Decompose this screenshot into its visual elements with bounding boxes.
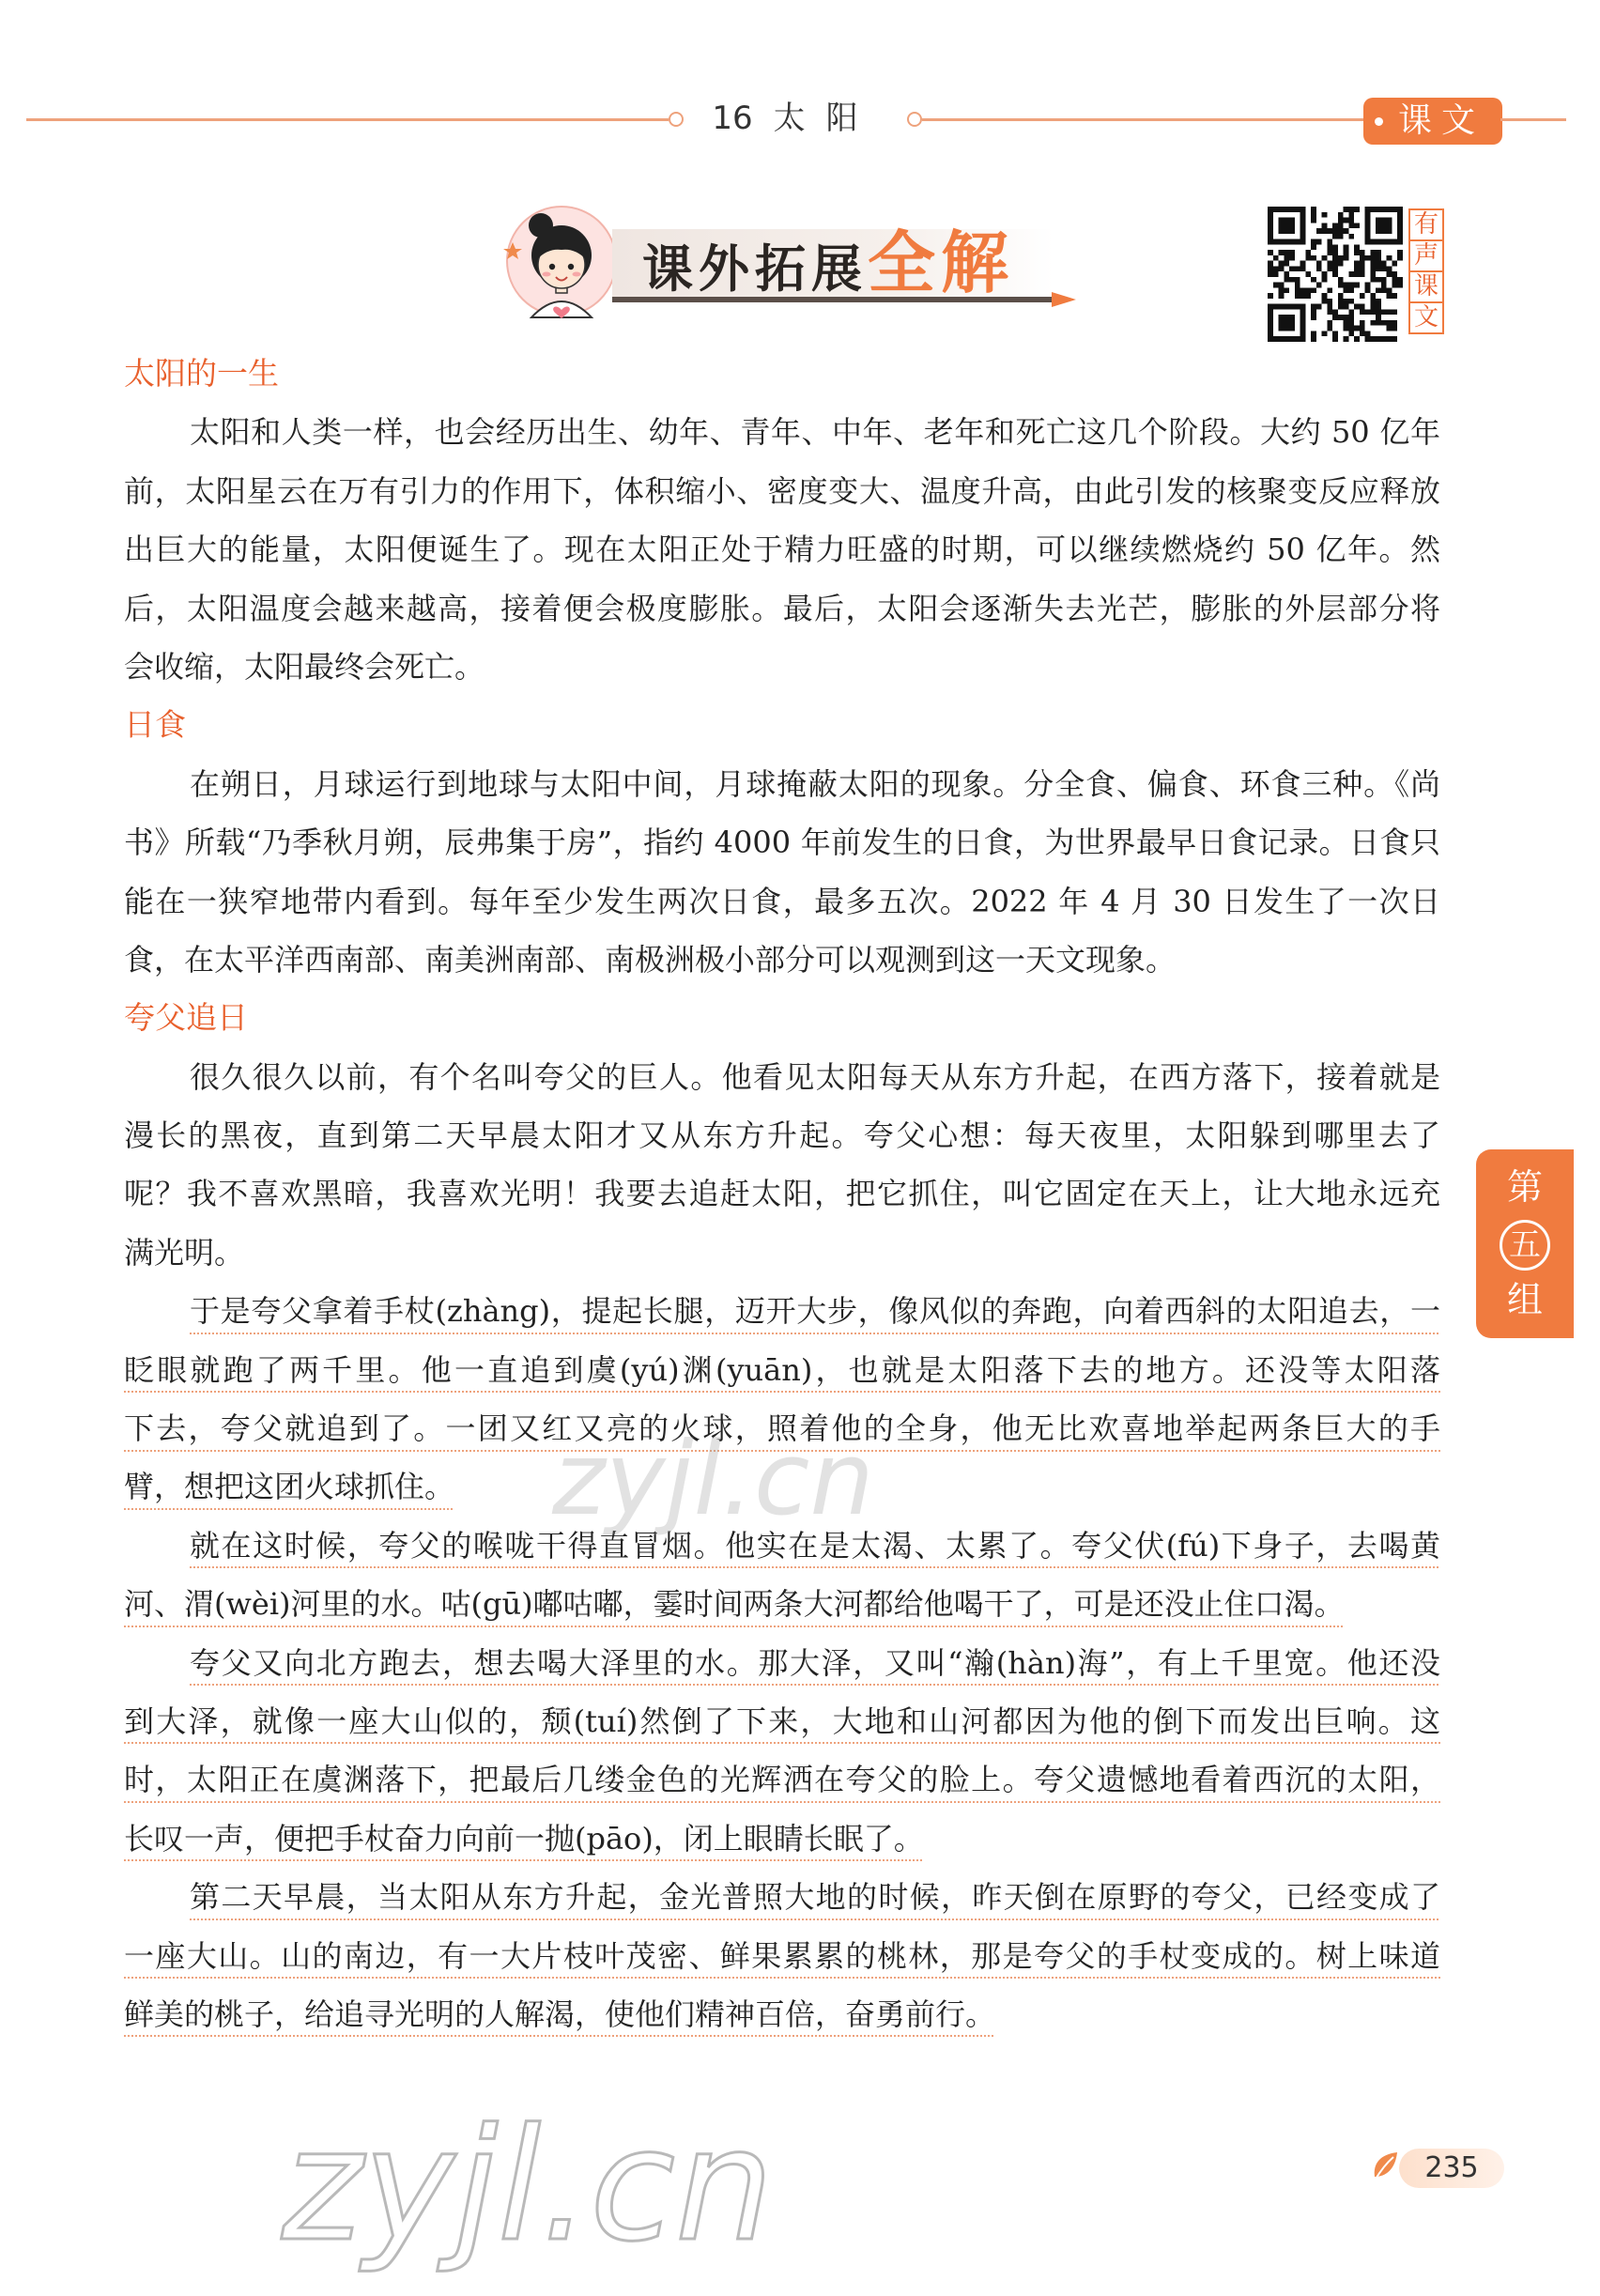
paragraph — [124, 1282, 1440, 1517]
lesson-title: 太阳 — [773, 100, 879, 137]
header-ornament-left — [669, 112, 684, 127]
banner-title — [642, 223, 1014, 302]
unit-tab-char: 第 — [1506, 1166, 1543, 1208]
unit-tab-char: 组 — [1506, 1279, 1543, 1320]
text-line: 书》所载“乃季秋月朔，辰弗集于房”，指约 4000 年前发生的日食，为世界最早日食记录。日食只 — [124, 824, 1440, 861]
lesson-header — [690, 94, 900, 143]
text-line: 呢？我不喜欢黑暗，我喜欢光明！我要去追赶太阳，把它抓住，叫它固定在天上，让大地永远充 — [124, 1176, 1440, 1212]
text-line: 出巨大的能量，太阳便诞生了。现在太阳正处于精力旺盛的时期，可以继续燃烧约 50 亿年。然 — [124, 532, 1440, 568]
text-line: 河、渭(wèi)河里的水。咕(gū)嘟咕嘟，霎时间两条大河都给他喝干了，可是还没止住口渴。 — [124, 1586, 1345, 1623]
section-heading: 日食 — [124, 706, 186, 744]
audio-label-char: 文 — [1408, 301, 1444, 334]
banner-title-accent: 全解 — [868, 223, 1015, 302]
girl-avatar-icon — [500, 201, 620, 321]
text-line: 后，太阳温度会越来越高，接着便会极度膨胀。最后，太阳会逐渐失去光芒，膨胀的外层部分将 — [124, 590, 1440, 626]
text-line: 能在一狭窄地带内看到。每年至少发生两次日食，最多五次。2022 年 4 月 30 日发生了一次日 — [124, 883, 1440, 919]
text-line: 鲜美的桃子，给追寻光明的人解渴，使他们精神百倍，奋勇前行。 — [124, 1996, 996, 2032]
watermark: zyjl.cn — [282, 2095, 774, 2275]
header-ornament-right — [907, 112, 922, 127]
audio-label-char: 声 — [1408, 239, 1444, 272]
text-line: 食，在太平洋西南部、南美洲南部、南极洲极小部分可以观测到这一天文现象。 — [124, 941, 1177, 978]
text-line: 前，太阳星云在万有引力的作用下，体积缩小、密度变大、温度升高，由此引发的核聚变反应释放 — [124, 472, 1440, 509]
section-heading: 夸父追日 — [124, 999, 248, 1037]
unit-side-tab — [1476, 1149, 1574, 1338]
text-line: 满光明。 — [124, 1234, 245, 1271]
text-line: 很久很久以前，有个名叫夸父的巨人。他看见太阳每天从东方升起，在西方落下，接着就是 — [190, 1058, 1440, 1095]
watermark: zyjl.cn — [552, 1421, 874, 1538]
unit-tab-number: 五 — [1500, 1220, 1550, 1271]
header-rule-left — [26, 118, 669, 121]
text-line: 下去，夸父就追到了。一团又红又亮的火球，照着他的全身，他无比欢喜地举起两条巨大的手 — [124, 1410, 1440, 1447]
text-line: 会收缩，太阳最终会死亡。 — [124, 648, 485, 685]
leaf-icon — [1369, 2149, 1401, 2184]
article-body — [124, 345, 1440, 2043]
banner-arrow-icon — [1052, 292, 1076, 307]
paragraph — [124, 1517, 1440, 1634]
header-rule-right — [922, 118, 1363, 121]
text-line: 第二天早晨，当太阳从东方升起，金光普照大地的时候，昨天倒在原野的夸父，已经变成了 — [190, 1879, 1440, 1916]
audio-label-char: 有 — [1408, 208, 1444, 241]
text-line: 臂，想把这团火球抓住。 — [124, 1469, 455, 1505]
paragraph — [124, 755, 1440, 990]
text-line: 于是夸父拿着手杖(zhàng)，提起长腿，迈开大步，像风似的奔跑，向着西斜的太阳追去，一 — [190, 1293, 1440, 1330]
lesson-number: 16 — [712, 100, 753, 137]
text-line: 长叹一声，便把手杖奋力向前一抛(pāo)，闭上眼睛长眠了。 — [124, 1820, 924, 1857]
section-heading: 太阳的一生 — [124, 355, 279, 392]
paragraph — [124, 403, 1440, 696]
category-tab — [1363, 98, 1502, 145]
paragraph — [124, 1868, 1440, 2043]
paragraph — [124, 1634, 1440, 1869]
text-line: 眨眼就跑了两千里。他一直追到虞(yú)渊(yuān)，也就是太阳落下去的地方。还没等太阳落 — [124, 1351, 1440, 1388]
text-line: 在朔日，月球运行到地球与太阳中间，月球掩蔽太阳的现象。分全食、偏食、环食三种。《尚 — [190, 765, 1440, 802]
audio-text-label — [1408, 208, 1444, 334]
header-rule-tail — [1500, 118, 1566, 121]
text-line: 一座大山。山的南边，有一大片枝叶茂密、鲜果累累的桃林，那是夸父的手杖变成的。树上味道 — [124, 1937, 1440, 1974]
text-line: 夸父又向北方跑去，想去喝大泽里的水。那大泽，又叫“瀚(hàn)海”，有上千里宽。他还没 — [190, 1644, 1440, 1681]
text-line: 到大泽，就像一座大山似的，颓(tuí)然倒了下来，大地和山河都因为他的倒下而发出巨响。这 — [124, 1703, 1440, 1739]
qr-code — [1268, 207, 1403, 342]
page-number: 235 — [1399, 2149, 1504, 2188]
text-line: 漫长的黑夜，直到第二天早晨太阳才又从东方升起。夸父心想：每天夜里，太阳躲到哪里去了 — [124, 1117, 1440, 1154]
text-line: 就在这时候，夸父的喉咙干得直冒烟。他实在是太渴、太累了。夸父伏(fú)下身子，去喝黄 — [190, 1527, 1440, 1564]
text-line: 时，太阳正在虞渊落下，把最后几缕金色的光辉洒在夸父的脸上。夸父遗憾地看着西沉的太阳， — [124, 1762, 1440, 1798]
tab-dot-icon — [1375, 117, 1383, 126]
paragraph — [124, 1048, 1440, 1283]
audio-label-char: 课 — [1408, 270, 1444, 303]
text-line: 太阳和人类一样，也会经历出生、幼年、青年、中年、老年和死亡这几个阶段。大约 50 亿年 — [190, 414, 1440, 451]
category-tab-label: 课文 — [1397, 101, 1485, 140]
banner-title-main: 课外拓展 — [642, 239, 868, 299]
